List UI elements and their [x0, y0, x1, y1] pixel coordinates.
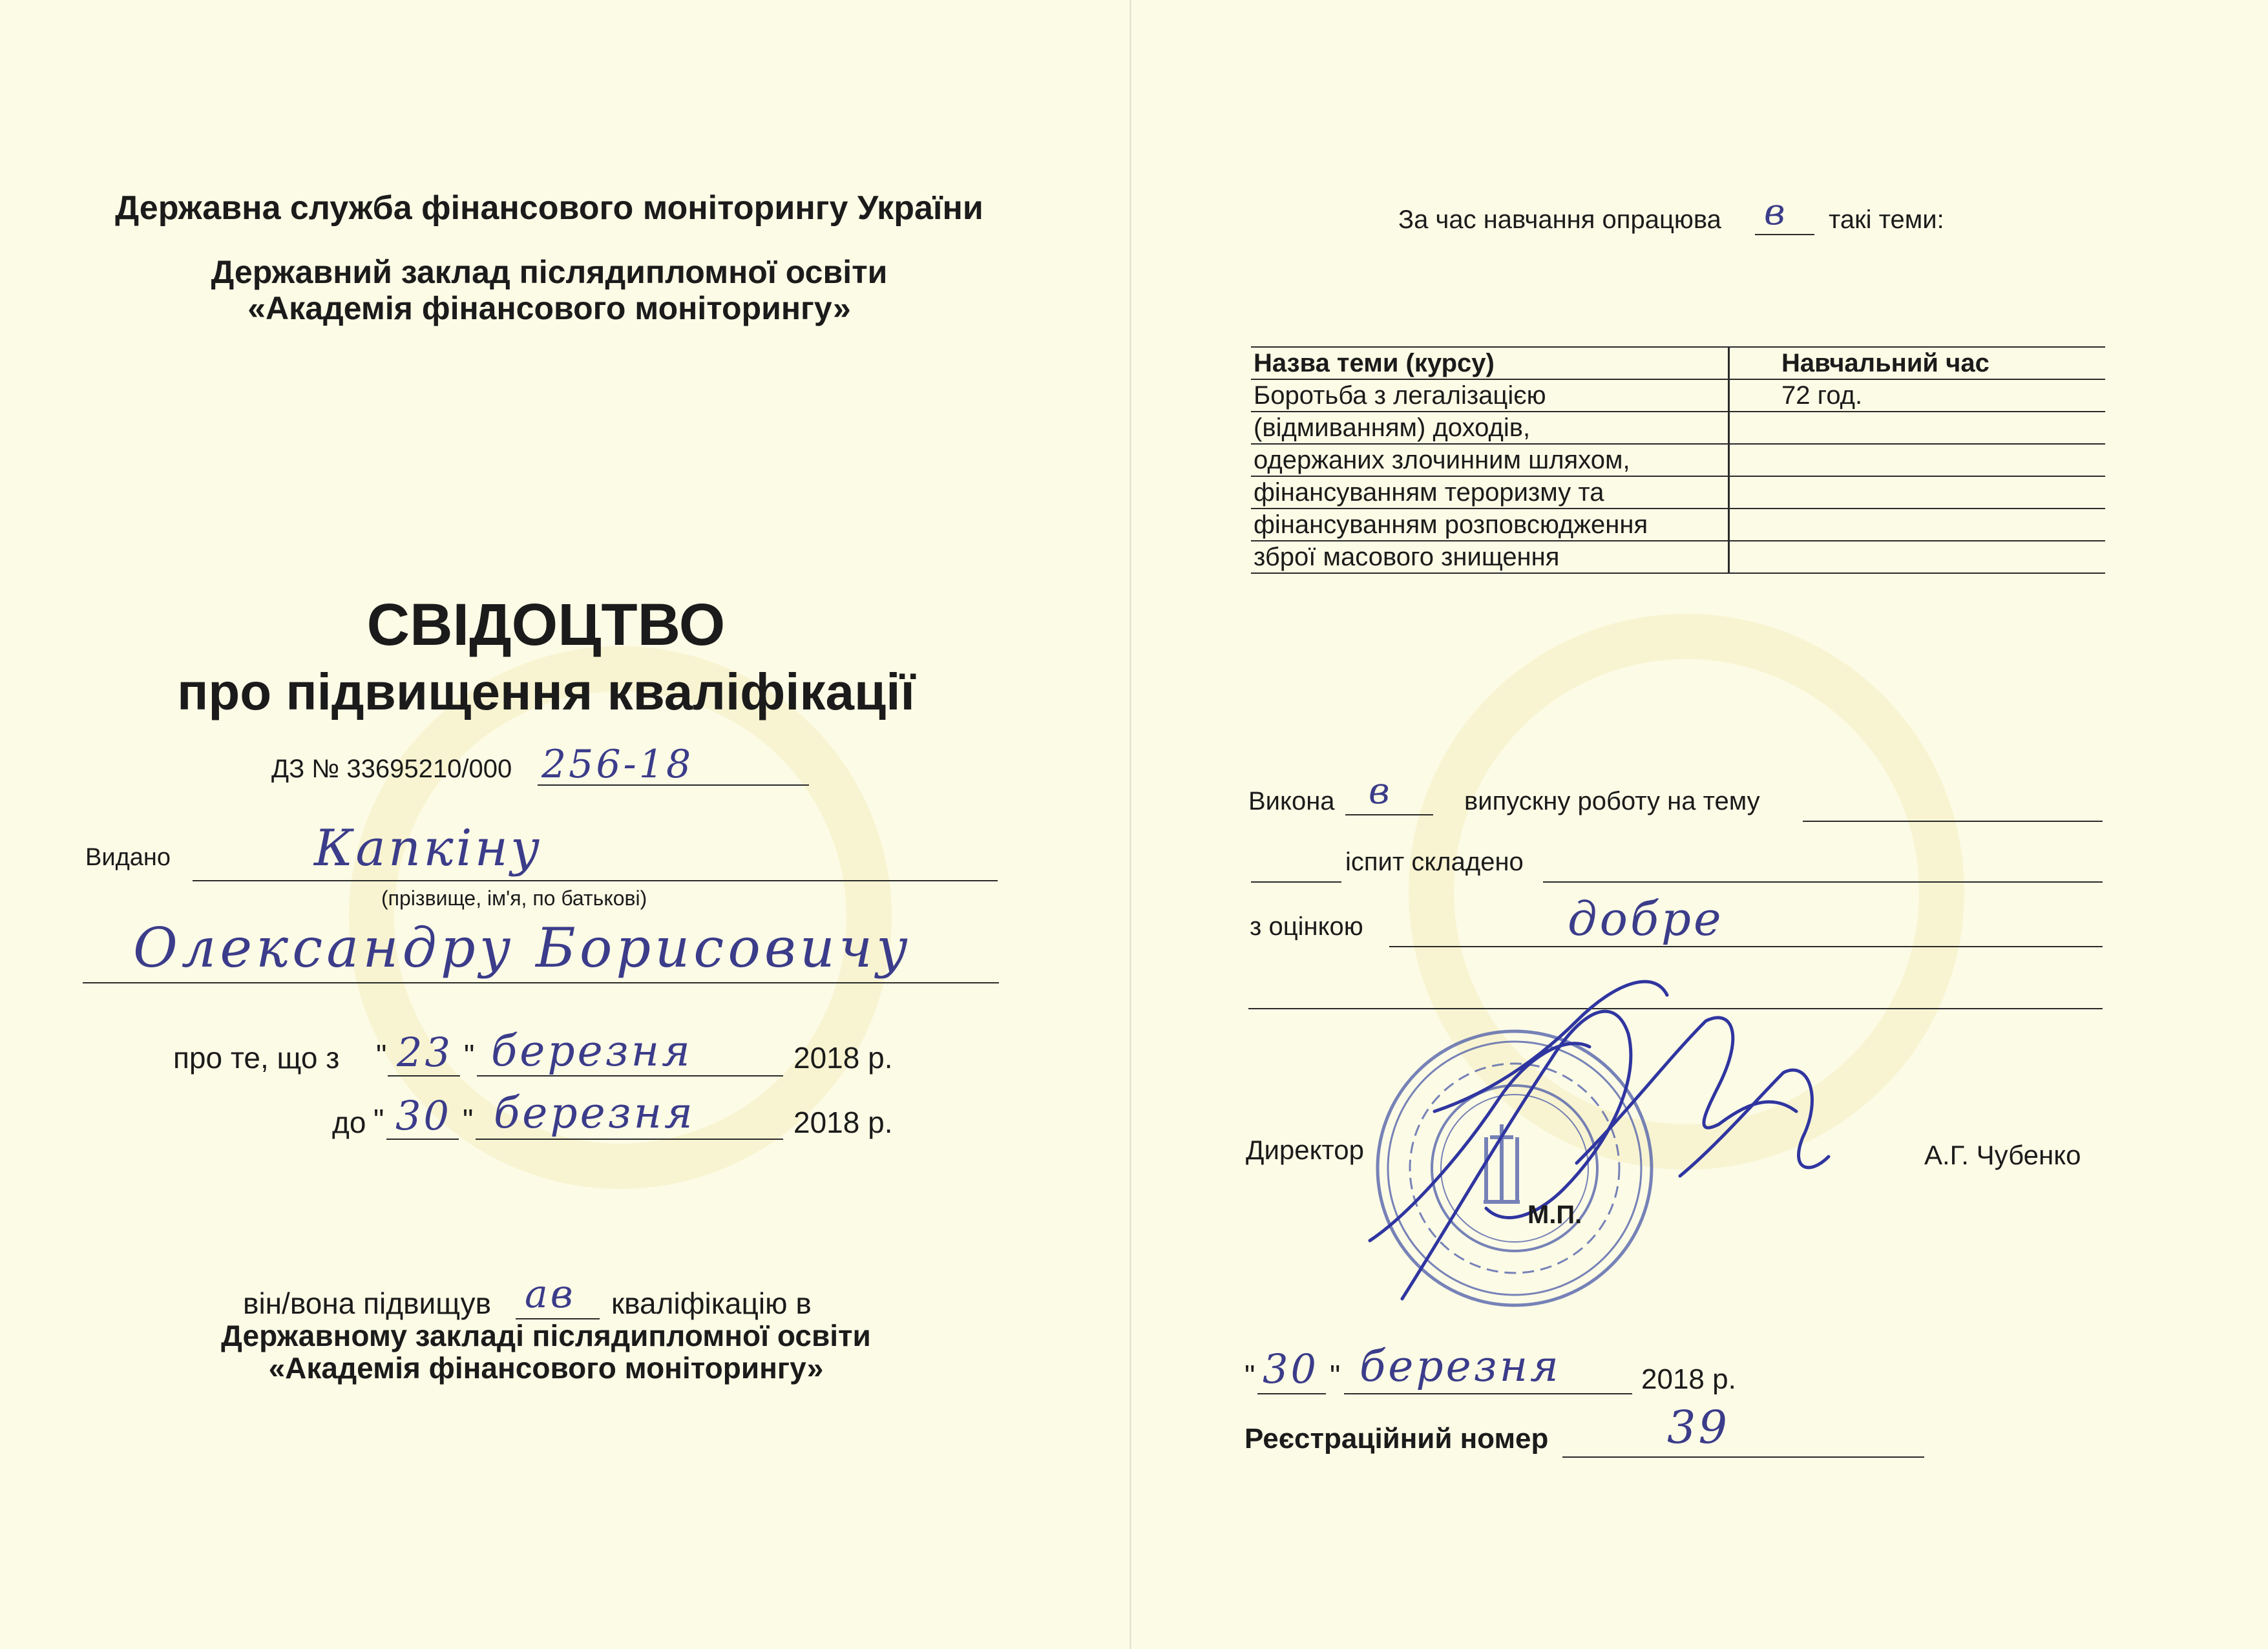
table-header-hours: Навчальний час [1729, 347, 2106, 379]
table-cell-topic: Боротьба з легалізацією [1251, 379, 1729, 412]
table-cell-hours: 72 год. [1729, 379, 2106, 412]
table-cell-topic: фінансуванням розповсюдження [1251, 509, 1729, 541]
grade-label: з оцінкою [1250, 912, 1363, 941]
certificate-number-prefix: ДЗ № 33695210/000 [271, 755, 512, 783]
stamp-place-mark: М.П. [1528, 1201, 1582, 1229]
studied-text-pre: За час навчання опрацюва [1398, 205, 1721, 234]
table-cell-topic: фінансуванням тероризму та [1251, 476, 1729, 509]
from-open-quote: " [376, 1038, 387, 1072]
to-month-handwritten: березня [494, 1088, 695, 1138]
table-cell-topic: зброї масового знищення [1251, 541, 1729, 573]
institution2-line1: Державному закладі післядипломної освіти [221, 1319, 871, 1352]
document-subtitle: про підвищення кваліфікації [177, 663, 915, 720]
sign-close-quote: " [1330, 1359, 1341, 1392]
sign-month-handwritten: березня [1360, 1341, 1561, 1391]
sign-day-line [1257, 1393, 1326, 1394]
studied-text-post: такі теми: [1829, 205, 1944, 234]
full-name-handwritten: Олександру Борисовичу [133, 916, 912, 980]
institution-line2: «Академія фінансового моніторингу» [247, 290, 851, 326]
completed-handwritten: в [1369, 770, 1392, 812]
table-header-topic: Назва теми (курсу) [1251, 347, 1729, 379]
exam-passed-text: іспит складено [1345, 848, 1524, 876]
from-year: 2018 р. [793, 1041, 893, 1075]
director-name: А.Г. Чубенко [1924, 1140, 2081, 1170]
surname-handwritten: Капкіну [314, 819, 543, 877]
improved-text-post: кваліфікацію в [611, 1287, 812, 1320]
to-close-quote: " [463, 1103, 474, 1137]
sign-year: 2018 р. [1641, 1363, 1736, 1395]
director-signature-icon [1370, 982, 1829, 1299]
table-cell-topic: (відмиванням) доходів, [1251, 412, 1729, 444]
certificate-number-handwritten: 256-18 [541, 742, 694, 787]
org-name: Державна служба фінансового моніторингу України [115, 189, 983, 227]
grade-handwritten: добре [1568, 892, 1724, 946]
to-year: 2018 р. [793, 1106, 893, 1139]
sign-day-handwritten: 30 [1263, 1345, 1319, 1392]
sign-month-line [1344, 1393, 1632, 1394]
completed-text-pre: Викона [1248, 787, 1335, 815]
to-label: до [332, 1106, 366, 1139]
improved-text-pre: він/вона підвищув [243, 1287, 492, 1320]
registration-label: Реєстраційний номер [1244, 1423, 1549, 1455]
from-label: про те, що з [173, 1041, 340, 1075]
to-day-handwritten: 30 [395, 1092, 452, 1139]
from-day-handwritten: 23 [397, 1029, 453, 1076]
name-hint: (прізвище, ім'я, по батькові) [381, 887, 647, 910]
director-label: Директор [1246, 1135, 1364, 1165]
from-month-handwritten: березня [491, 1026, 693, 1076]
institution2-line2: «Академія фінансового моніторингу» [268, 1351, 824, 1385]
registration-line [1562, 1456, 1924, 1458]
to-open-quote: " [373, 1103, 384, 1137]
completed-text-post: випускну роботу на тему [1464, 787, 1760, 815]
from-close-quote: " [464, 1038, 475, 1072]
issued-label: Видано [85, 844, 171, 871]
document-title: СВІДОЦТВО [366, 592, 726, 658]
registration-handwritten: 39 [1667, 1401, 1730, 1454]
institution-line1: Державний заклад післядипломної освіти [211, 254, 888, 290]
table-cell-topic: одержаних злочинним шляхом, [1251, 444, 1729, 476]
sign-open-quote: " [1244, 1359, 1255, 1392]
improved-handwritten: ав [525, 1272, 576, 1317]
studied-handwritten: в [1764, 191, 1788, 233]
